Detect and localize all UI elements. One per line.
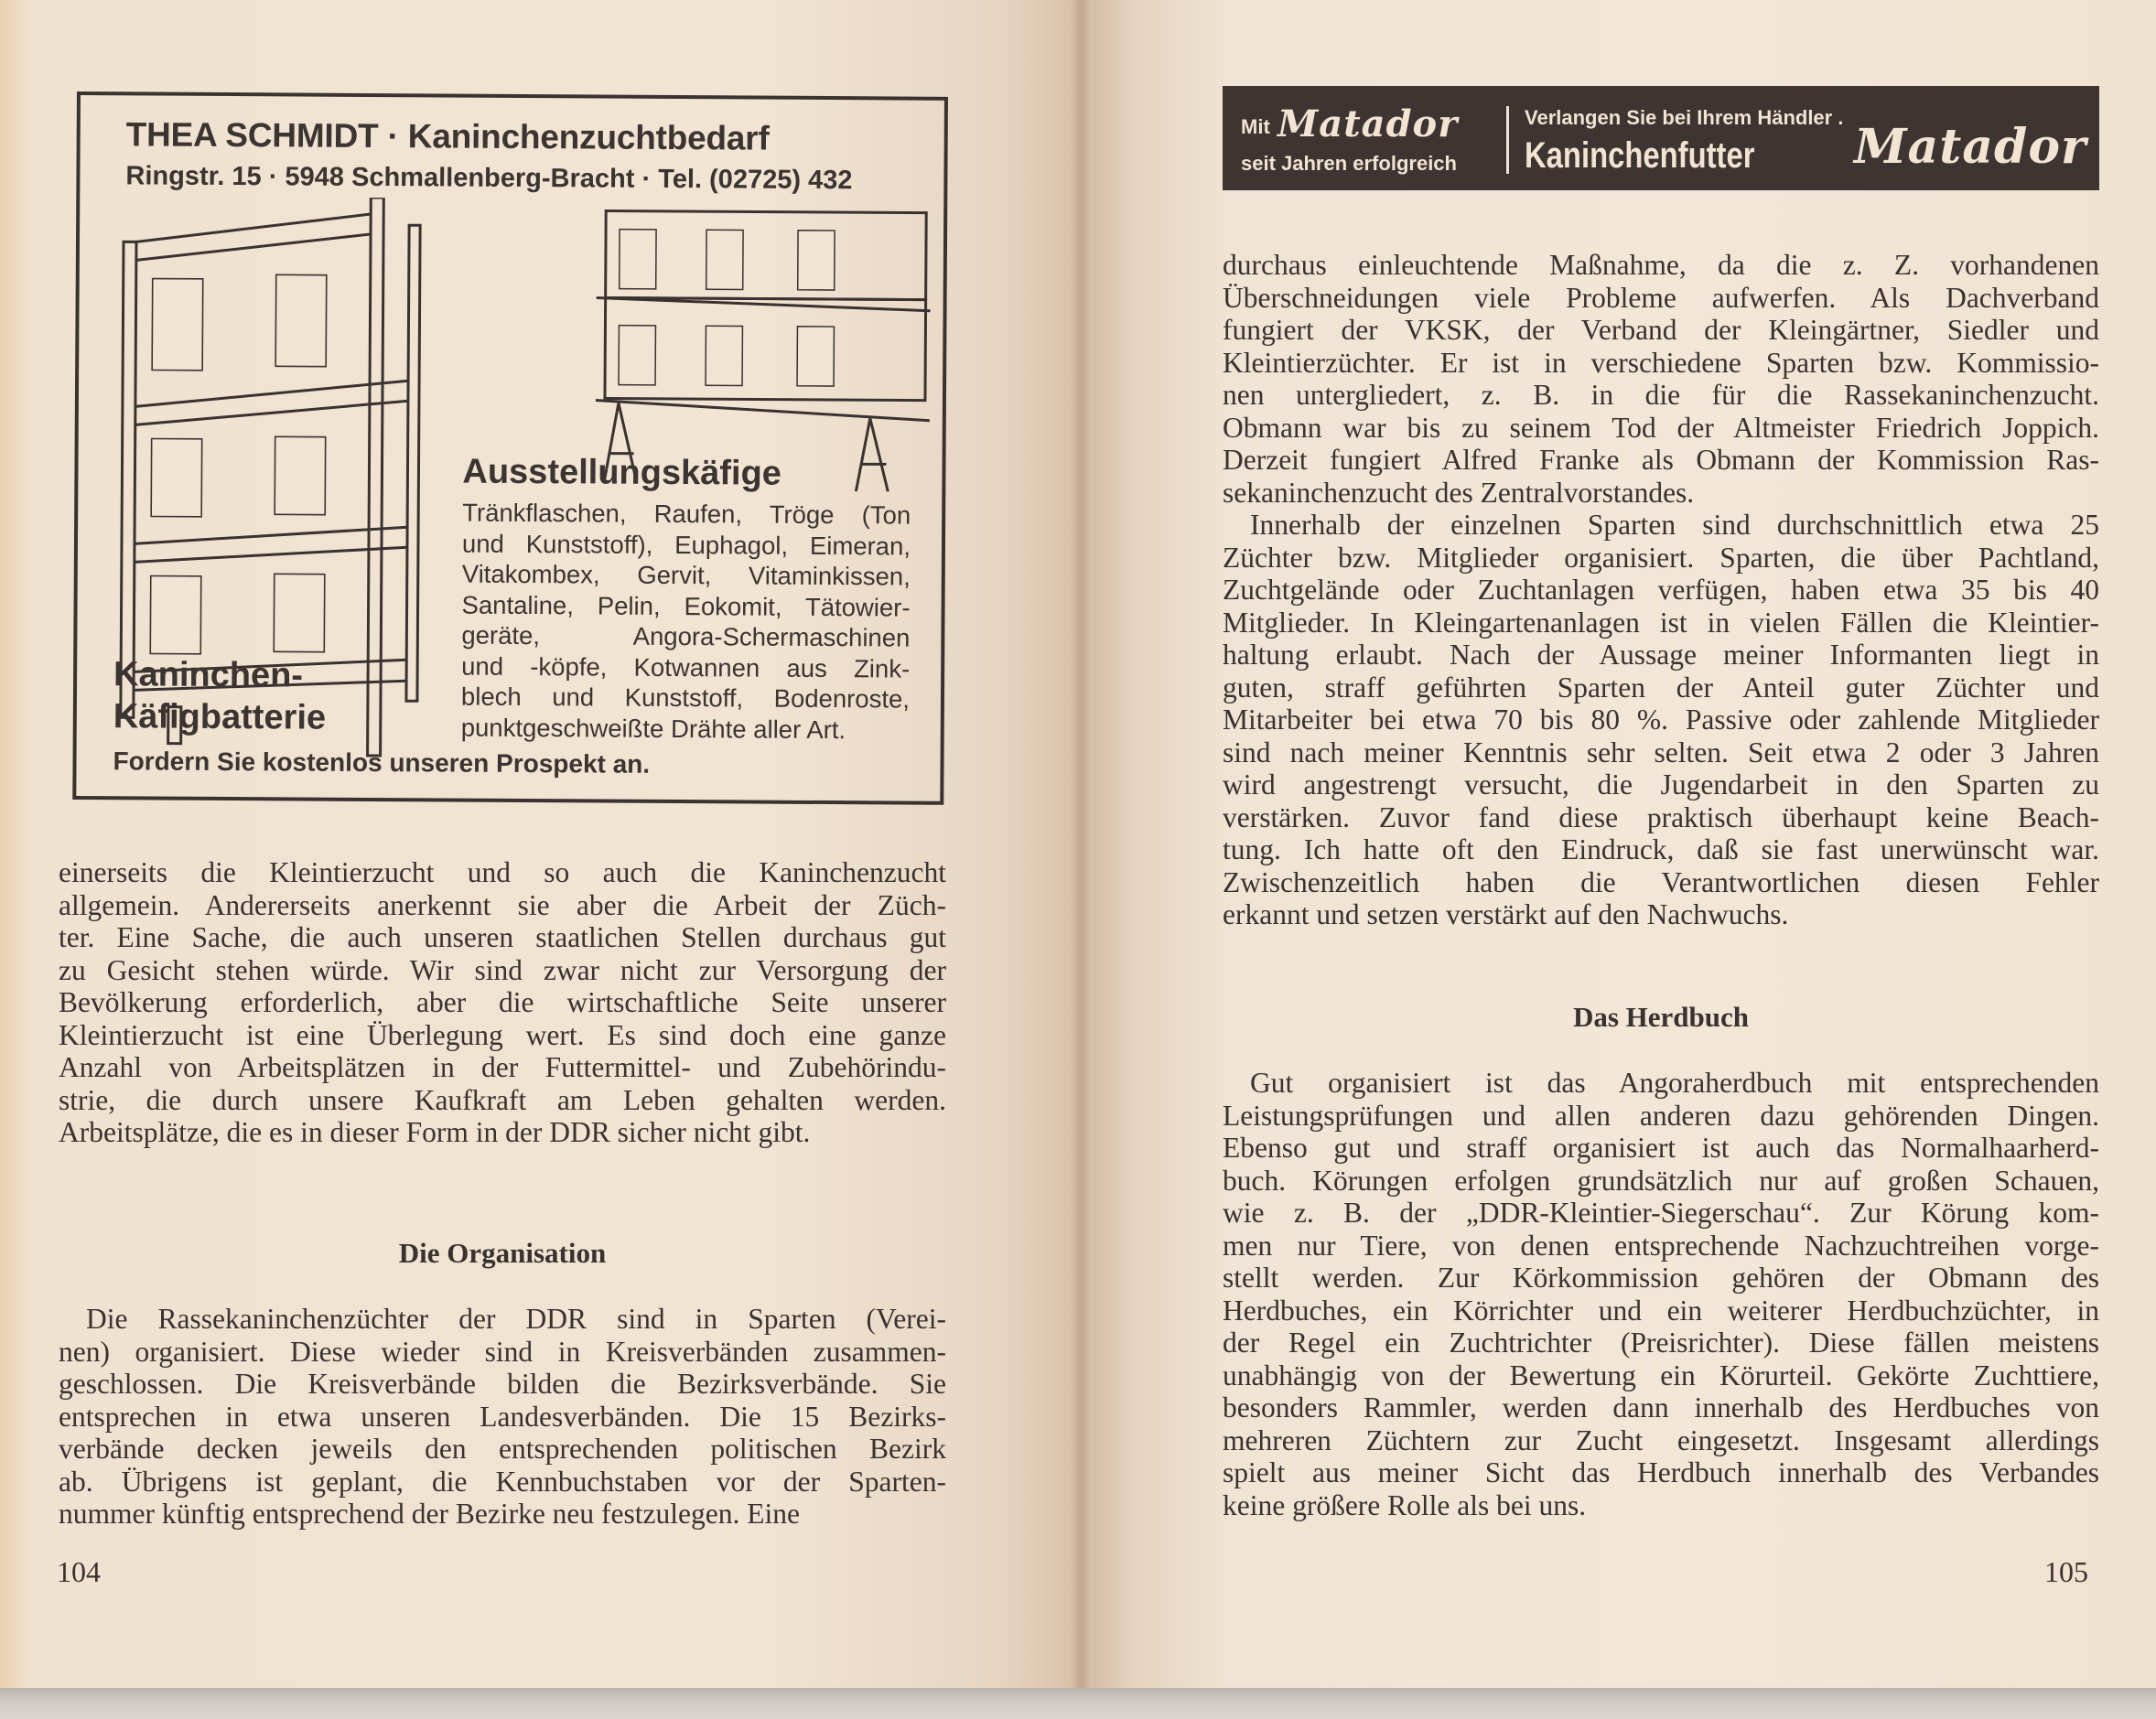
ad-address: Ringstr. 15 · 5948 Schmallenberg-Bracht · Tel. (02725) 432 — [125, 161, 853, 196]
ad-product-list-line: Tränkflaschen, Raufen, Tröge (Ton — [462, 498, 911, 530]
text-line: Ebenso gut und straff organisiert ist auch das Normalhaarherd- — [1223, 1132, 2099, 1164]
text-line: geschlossen. Die Kreisverbände bilden die Bezirksverbände. Sie — [59, 1368, 946, 1400]
ad-product-list-line: und Kunststoff), Euphagol, Eimeran, — [461, 529, 911, 561]
ad-product-list-line: geräte, Angora-Schermaschinen — [461, 620, 911, 652]
banner-brand-logo: Matador — [1277, 102, 1459, 145]
ad-product-list-line: blech und Kunststoff, Bodenroste, — [460, 682, 911, 714]
text-line: Mitglieder. In Kleingartenanlagen ist in vielen Fällen die Kleintier- — [1223, 606, 2099, 639]
page-number-right: 105 — [2044, 1555, 2088, 1588]
text-line: Obmann war bis zu seinem Tod der Altmeister Friedrich Joppich. — [1223, 411, 2099, 444]
text-line: Arbeitsplätze, die es in dieser Form in der DDR sicher nicht gibt. — [59, 1116, 811, 1148]
text-line: durchaus einleuchtende Maßnahme, da die z. Z. vorhandenen — [1223, 249, 2099, 281]
banner-brand-logo-large: Matador — [1854, 119, 2087, 175]
ad-product-list-line: und -köpfe, Kotwannen aus Zink- — [461, 651, 911, 683]
text-line: verbände decken jeweils den entsprechenden politischen Bezirk — [59, 1433, 946, 1465]
text-line: sind nach meiner Kenntnis sehr selten. Seit etwa 2 oder 3 Jahren — [1223, 736, 2099, 768]
section-heading-herdbuch: Das Herdbuch — [1572, 1001, 1750, 1033]
text-line: Überschneidungen viele Probleme aufwerfen. Als Dachverband — [1223, 281, 2099, 314]
text-line: nen) organisiert. Diese wieder sind in Kreisverbänden zusammen- — [59, 1335, 946, 1368]
text-line: Kleintierzucht ist eine Überlegung wert. Es sind doch eine ganze — [59, 1018, 946, 1051]
section-heading-organisation: Die Organisation — [398, 1237, 607, 1269]
text-line: Innerhalb der einzelnen Sparten sind durchschnittlich etwa 25 — [1250, 509, 2099, 541]
text-line: Bevölkerung erforderlich, aber die wirtschaftliche Seite unserer — [59, 986, 946, 1018]
text-line: nummer künftig entsprechend der Bezirke neu festzulegen. Eine — [59, 1498, 800, 1530]
text-line: besonders Rammler, werden dann innerhalb des Herdbuches von — [1223, 1391, 2099, 1424]
text-line: ab. Übrigens ist geplant, die Kennbuchstaben vor der Sparten- — [59, 1465, 946, 1498]
text-line: fungiert der VKSK, der Verband der Kleingärtner, Siedler und — [1223, 314, 2099, 346]
text-line: Zwischenzeitlich haben die Verantwortlichen diesen Fehler — [1223, 865, 2099, 898]
ad-product-list-line: punktgeschweißte Drähte aller Art. — [460, 713, 846, 744]
left-paragraph-1 — [59, 856, 946, 1149]
book-gutter — [1071, 0, 1093, 1688]
text-line: Züchter bzw. Mitglieder organisiert. Sparten, die über Pachtland, — [1223, 541, 2099, 574]
cage-battery-heading-line: Kaninchen- — [113, 655, 304, 695]
ad-product-list-line: Santaline, Pelin, Eokomit, Tätowier- — [461, 590, 911, 622]
cage-battery-heading — [113, 653, 327, 738]
right-paragraph-2 — [1223, 509, 2099, 931]
cage-grid-lines — [150, 274, 327, 655]
page-number-left: 104 — [57, 1555, 101, 1588]
text-line: allgemein. Andererseits anerkennt sie aber die Arbeit der Züch- — [59, 888, 946, 921]
ad-title: THEA SCHMIDT · Kaninchenzuchtbedarf — [125, 115, 770, 157]
text-line: der Regel ein Zuchtrichter (Preisrichter). Diese fällen meistens — [1223, 1327, 2099, 1359]
text-line: Die Rassekaninchenzüchter der DDR sind in Sparten (Verei- — [86, 1303, 946, 1335]
text-line: Derzeit fungiert Alfred Franke als Obmann der Kommission Ras- — [1223, 444, 2099, 476]
text-line: mehreren Züchtern zur Zucht eingesetzt. Insgesamt allerdings — [1223, 1424, 2099, 1456]
text-line: Zuchtgelände oder Zuchtanlagen verfügen, haben etwa 35 bis 40 — [1223, 574, 2099, 606]
text-line: unabhängig von der Bewertung ein Körurteil. Gekörte Zuchttiere, — [1223, 1359, 2099, 1391]
text-line: Gut organisiert ist das Angoraherdbuch mit entsprechenden — [1250, 1067, 2099, 1099]
text-line: keine größere Rolle als bei uns. — [1223, 1488, 1587, 1521]
scan-bottom-edge — [0, 1688, 2156, 1719]
text-line: einerseits die Kleintierzucht und so auch die Kaninchenzucht — [59, 856, 946, 888]
text-line: zu Gesicht stehen würde. Wir sind zwar nicht zur Versorgung der — [59, 953, 946, 986]
ad-footer: Fordern Sie kostenlos unseren Prospekt an. — [113, 747, 651, 779]
left-paragraph-2 — [59, 1303, 946, 1531]
text-line: sekaninchenzucht des Zentralvorstandes. — [1223, 476, 1695, 509]
banner-mit: Mit — [1241, 115, 1270, 138]
text-line: wird angestrengt versucht, die Jugendarbeit in den Sparten zu — [1223, 768, 2099, 800]
exhibition-cages-heading: Ausstellungskäfige — [462, 452, 782, 493]
right-paragraph-3 — [1223, 1067, 2099, 1521]
banner-product: Kaninchenfutter — [1525, 135, 1755, 176]
text-line: verstärken. Zuvor fand diese praktisch überhaupt keine Beach- — [1223, 800, 2099, 833]
text-line: strie, die durch unsere Kaufkraft am Leben gehalten werden. — [59, 1083, 946, 1116]
matador-banner-ad — [1223, 86, 2099, 190]
text-line: entsprechen in etwa unseren Landesverbänden. Die 15 Bezirks- — [59, 1400, 946, 1433]
text-line: buch. Körungen erfolgen grundsätzlich nur auf großen Schauen, — [1223, 1164, 2099, 1197]
text-line: tung. Ich hatte oft den Eindruck, daß sie fast unerwünscht war. — [1223, 833, 2099, 865]
text-line: men nur Tiere, von denen entsprechende Nachzuchtreihen vorge- — [1223, 1229, 2099, 1262]
ad-product-list-line: Vitakombex, Gervit, Vitaminkissen, — [461, 559, 911, 591]
exhibition-cage-illustration — [595, 206, 935, 491]
text-line: stellt werden. Zur Körkommission gehören der Obmann des — [1223, 1262, 2099, 1294]
text-line: spielt aus meiner Sicht das Herdbuch innerhalb des Verbandes — [1223, 1456, 2099, 1488]
text-line: Anzahl von Arbeitsplätzen in der Futtermittel- und Zubehörindu- — [59, 1051, 946, 1083]
text-line: wie z. B. der „DDR-Kleintier-Siegerschau“. Zur Körung kom- — [1223, 1197, 2099, 1229]
banner-ask: Verlangen Sie bei Ihrem Händler . — [1525, 106, 1844, 129]
ad-product-list — [461, 498, 911, 746]
banner-since: seit Jahren erfolgreich — [1241, 152, 1457, 175]
text-line: guten, straff geführten Sparten der Anteil guter Züchter und — [1223, 671, 2099, 704]
text-line: haltung erlaubt. Nach der Aussage meiner Informanten liegt in — [1223, 639, 2099, 671]
text-line: erkannt und setzen verstärkt auf den Nachwuchs. — [1223, 898, 1789, 930]
advertisement-thea-schmidt — [72, 91, 948, 805]
text-line: ter. Eine Sache, die auch unseren staatlichen Stellen durchaus gut — [59, 921, 946, 953]
banner-divider — [1506, 106, 1509, 174]
text-line: Mitarbeiter bei etwa 70 bis 80 %. Passive oder zahlende Mitglieder — [1223, 704, 2099, 736]
right-paragraph-1 — [1223, 249, 2099, 509]
text-line: Kleintierzüchter. Er ist in verschiedene Sparten bzw. Kommissio- — [1223, 346, 2099, 379]
cage-battery-heading-line: Käfigbatterie — [113, 697, 327, 737]
text-line: Herdbuches, ein Körrichter und ein weiterer Herdbuchzüchter, in — [1223, 1294, 2099, 1327]
text-line: nen untergliedert, z. B. in die für die Rassekaninchenzucht. — [1223, 379, 2099, 411]
text-line: Leistungsprüfungen und allen anderen dazu gehörenden Dingen. — [1223, 1099, 2099, 1132]
